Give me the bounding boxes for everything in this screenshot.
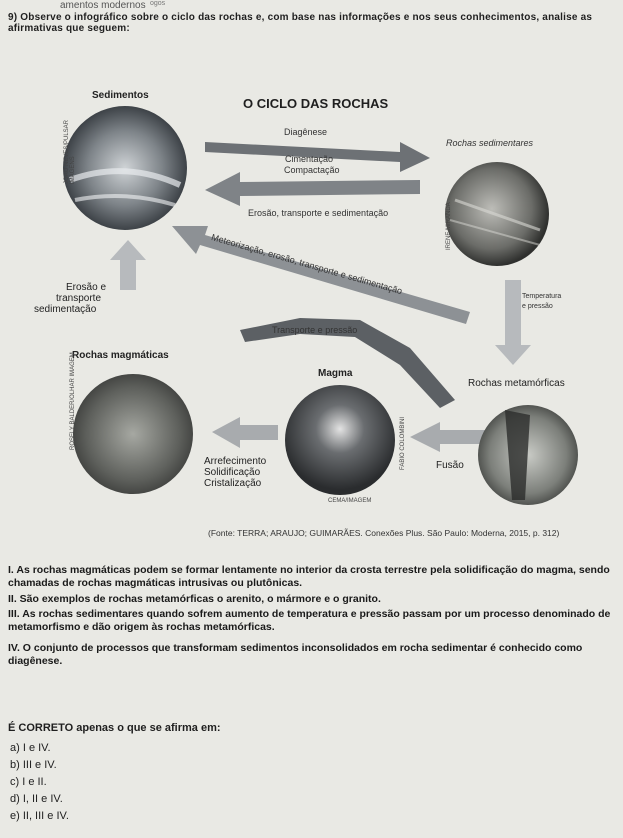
- process-fusion: Fusão: [436, 460, 464, 471]
- option-b[interactable]: b) III e IV.: [10, 759, 57, 771]
- process-weathering: Meteorização, erosão, transporte e sedimentação: [210, 232, 404, 297]
- credit-3: ROSELY BALDER/OLHAR IMAGEM: [70, 352, 76, 450]
- infographic-title: O CICLO DAS ROCHAS: [243, 96, 389, 111]
- node-sedimentary-rocks: Rochas sedimentares: [446, 138, 534, 148]
- question-text: Observe o infográfico sobre o ciclo das rochas e, com base nas informações e nos seus conhecimentos, analise as afirmativas que seguem:: [8, 12, 593, 34]
- arrow-fusion: [410, 422, 485, 452]
- option-e[interactable]: e) II, III e IV.: [10, 810, 69, 822]
- credit-5: CEMA/IMAGEM: [328, 498, 372, 504]
- process-diagenesis: Diagênese: [284, 127, 328, 137]
- magma-photo: [285, 385, 395, 495]
- statement-3: III. As rochas sedimentares quando sofrem aumento de temperatura e pressão passam por um processo denominado de metamorfismo e dão origem às rochas metamórficas.: [8, 608, 611, 633]
- arrow-cooling: [212, 417, 278, 448]
- node-magma: Magma: [318, 368, 353, 379]
- statement-4: IV. O conjunto de processos que transformam sedimentos inconsolidados em rocha sedimentar é conhecido como diagênese.: [8, 642, 583, 667]
- node-magmatic-rocks: Rochas magmáticas: [72, 350, 169, 361]
- option-a[interactable]: a) I e IV.: [10, 742, 51, 754]
- statement-1: I. As rochas magmáticas podem se formar lentamente no interior da crosta terrestre pela solidificação do magma, sendo chamadas de rochas magmáticas intrusivas ou plutônicas.: [8, 564, 610, 589]
- node-sediments: Sedimentos: [92, 90, 149, 101]
- credit-2: IRENE MIRANDA: [446, 202, 452, 250]
- process-transport-pressure: Transporte e pressão: [272, 325, 358, 335]
- process-compaction: Compactação: [284, 165, 340, 175]
- statement-2: II. São exemplos de rochas metamórficas o arenito, o mármore e o granito.: [8, 593, 381, 605]
- source-citation: (Fonte: TERRA; ARAUJO; GUIMARÃES. Conexões Plus. São Paulo: Moderna, 2015, p. 312): [208, 528, 560, 538]
- option-c[interactable]: c) I e II.: [10, 776, 47, 788]
- sediments-photo: [63, 106, 187, 230]
- magmatic-rocks-photo: [73, 374, 193, 494]
- arrow-erosion-top: [205, 172, 420, 206]
- credit-1: JOAO NEVES/PULSAR IMAGENS: [64, 119, 76, 184]
- answer-prompt: É CORRETO apenas o que se afirma em:: [8, 722, 221, 734]
- process-cooling: Arrefecimento: [204, 456, 267, 467]
- process-erosion-left-2: transporte: [56, 293, 102, 304]
- cut-header-text-2: ogos: [150, 0, 166, 7]
- cut-header-text: amentos modernos: [60, 0, 146, 11]
- process-erosion-left-1: Erosão e: [66, 282, 107, 293]
- process-temperature-1: Temperatura: [522, 293, 562, 300]
- process-temperature-2: e pressão: [522, 303, 553, 310]
- process-erosion-left-3: sedimentação: [34, 304, 97, 315]
- question-intro: [8, 12, 608, 34]
- node-metamorphic-rocks: Rochas metamórficas: [468, 378, 565, 389]
- process-solidification: Solidificação: [204, 467, 261, 478]
- process-crystallization: Cristalização: [204, 478, 262, 489]
- option-d[interactable]: d) I, II e IV.: [10, 793, 63, 805]
- credit-4: FABIO COLOMBINI: [400, 416, 406, 470]
- process-cementation: Cimentação: [285, 154, 334, 164]
- process-erosion-transport-sedimentation: Erosão, transporte e sedimentação: [248, 208, 389, 218]
- question-number: 9): [8, 12, 18, 23]
- arrow-up-left: [110, 240, 146, 290]
